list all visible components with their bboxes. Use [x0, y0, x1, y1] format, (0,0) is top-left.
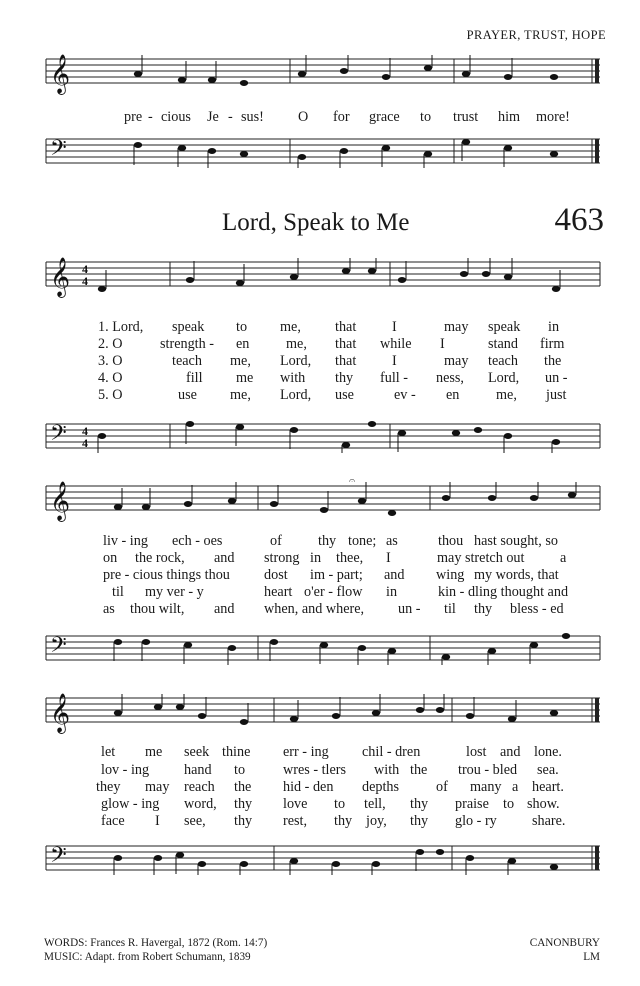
verse-5-word: use [178, 387, 197, 403]
verse-5-word: un - [398, 601, 421, 617]
verse-5-word: en [446, 387, 460, 403]
verse-5-word: thy [334, 813, 353, 829]
verse-2-word: in [310, 550, 322, 566]
verse-2-word: to [234, 762, 246, 778]
verse-1-word: I [392, 319, 397, 335]
svg-text:𝄢: 𝄢 [50, 136, 67, 166]
lyric-syllable: - [228, 109, 233, 125]
verse-5-word: 5. O [98, 387, 123, 403]
lyric-syllable: for [333, 109, 350, 125]
svg-text:𝄢: 𝄢 [50, 633, 67, 663]
tune-meter: LM [583, 951, 600, 963]
verse-3-word: of [436, 779, 448, 795]
verse-2-word: with [374, 762, 400, 778]
verse-2-word: me, [286, 336, 307, 352]
verse-1-word: as [386, 533, 398, 549]
lyric-syllable: him [498, 109, 521, 125]
verse-5-word: bless - ed [510, 601, 564, 617]
verse-1-word: lost [466, 744, 487, 760]
verse-4-word: with [280, 370, 306, 386]
verse-1-word: may [444, 319, 469, 335]
verse-1-word: speak [488, 319, 521, 335]
lyric-syllable: sus! [241, 109, 264, 125]
lyric-syllable: - [148, 109, 153, 125]
verse-3-word: may [444, 353, 469, 369]
lyric-syllable: Je [207, 109, 219, 125]
verse-4-word: fill [186, 370, 203, 386]
verse-4-word: word, [184, 796, 217, 812]
verse-1-word: err - ing [283, 744, 329, 760]
verse-1-word: chil - dren [362, 744, 421, 760]
verse-4-word: thy [335, 370, 354, 386]
verse-5-word: as [103, 601, 115, 617]
svg-text:4: 4 [82, 274, 88, 288]
verse-2-word: firm [540, 336, 565, 352]
verse-1-word: thine [222, 744, 251, 760]
verse-2-word: wres - tlers [283, 762, 347, 778]
verse-3-word: pre - cious things thou [103, 567, 230, 583]
svg-text:𝄞: 𝄞 [50, 481, 71, 521]
verse-5-word: see, [184, 813, 206, 829]
bass-staff-top [46, 135, 600, 168]
verse-5-word: thy [474, 601, 493, 617]
verse-5-word: thou wilt, [130, 601, 185, 617]
verse-1-word: 1. Lord, [98, 319, 144, 335]
treble-staff-system-2 [46, 475, 600, 521]
verse-4-word: un - [545, 370, 568, 386]
lyric-syllable: grace [369, 109, 400, 125]
verse-3-word: depths [362, 779, 400, 795]
verse-2-word: and [214, 550, 235, 566]
bass-staff-system-1 [46, 420, 600, 453]
verse-2-word: strength - [160, 336, 214, 352]
verse-5-word: til [444, 601, 456, 617]
verse-5-word: me, [496, 387, 517, 403]
verse-4-word: love [283, 796, 308, 812]
verse-5-word: face [101, 813, 125, 829]
verse-5-word: I [155, 813, 160, 829]
verse-3-word: may [145, 779, 170, 795]
verse-4-word: heart [264, 584, 293, 600]
verse-5-word: Lord, [280, 387, 312, 403]
lyric-syllable: cious [161, 109, 191, 125]
verse-2-word: strong [264, 550, 300, 566]
lyric-syllable: pre [124, 109, 143, 125]
verse-5-word: thy [234, 813, 253, 829]
verse-1-word: seek [184, 744, 210, 760]
verse-2-word: lov - ing [101, 762, 150, 778]
verse-3-word: reach [184, 779, 215, 795]
verse-3-word: teach [172, 353, 202, 369]
verse-3-word: Lord, [280, 353, 312, 369]
verse-1-word: me [145, 744, 163, 760]
verse-1-word: hast sought, so [474, 533, 558, 549]
verse-4-word: in [386, 584, 398, 600]
svg-text:4: 4 [82, 262, 88, 276]
verse-5-word: ev - [394, 387, 416, 403]
verse-3-word: a [512, 779, 519, 795]
svg-text:𝄢: 𝄢 [50, 843, 67, 873]
verse-1-word: let [101, 744, 116, 760]
svg-text:4: 4 [82, 436, 88, 450]
verse-3-word: heart. [532, 779, 564, 795]
verse-3-word: the [544, 353, 562, 369]
verse-2-word: on [103, 550, 118, 566]
verse-4-word: o'er - flow [304, 584, 363, 600]
svg-text:𝄞: 𝄞 [50, 54, 71, 94]
verse-2-word: while [380, 336, 412, 352]
verse-1-word: that [335, 319, 357, 335]
treble-staff-system-3 [46, 693, 600, 733]
verse-5-word: thy [410, 813, 429, 829]
verse-1-word: liv - ing [103, 533, 148, 549]
verse-2-word: thee, [336, 550, 364, 566]
verse-2-word: en [236, 336, 250, 352]
verse-5-word: glo - ry [455, 813, 497, 829]
verse-3-word: dost [264, 567, 288, 583]
verse-2-word: the rock, [135, 550, 185, 566]
verse-3-word: they [96, 779, 121, 795]
verse-4-word: praise [455, 796, 489, 812]
verse-3-word: wing [436, 567, 465, 583]
verse-3-word: the [234, 779, 252, 795]
verse-1-word: ech - oes [172, 533, 223, 549]
music-credit: MUSIC: Adapt. from Robert Schumann, 1839 [44, 951, 251, 963]
verse-2-word: 2. O [98, 336, 123, 352]
verse-5-word: me, [230, 387, 251, 403]
verse-4-word: full - [380, 370, 408, 386]
lyric-syllable: more! [536, 109, 570, 125]
verse-2-word: hand [184, 762, 212, 778]
verse-2-word: I [386, 550, 391, 566]
hymn-number: 463 [554, 202, 604, 238]
verse-4-word: thy [410, 796, 429, 812]
bass-staff-system-3 [46, 842, 600, 875]
tune-name: CANONBURY [529, 937, 600, 949]
svg-text:𝄢: 𝄢 [50, 421, 67, 451]
verse-1-word: and [500, 744, 521, 760]
verse-4-word: tell, [364, 796, 386, 812]
verse-1-word: speak [172, 319, 205, 335]
svg-text:𝄞: 𝄞 [50, 257, 71, 297]
verse-3-word: my words, that [474, 567, 559, 583]
verse-5-word: joy, [366, 813, 387, 829]
verse-2-word: I [440, 336, 445, 352]
svg-text:𝄞: 𝄞 [50, 693, 71, 733]
verse-1-word: in [548, 319, 560, 335]
verse-2-word: trou - bled [458, 762, 518, 778]
verse-5-word: just [546, 387, 567, 403]
verse-2-word: a [560, 550, 567, 566]
verse-1-word: thy [318, 533, 337, 549]
verse-4-word: glow - ing [101, 796, 160, 812]
verse-3-word: many [470, 779, 502, 795]
hymn-title: Lord, Speak to Me [222, 209, 410, 236]
verse-2-word: stand [488, 336, 518, 352]
treble-staff-system-1 [46, 257, 600, 297]
verse-2-word: the [410, 762, 428, 778]
words-credit: WORDS: Frances R. Havergal, 1872 (Rom. 14:7) [44, 937, 268, 949]
lyric-syllable: to [420, 109, 432, 125]
lyric-syllable: trust [453, 109, 479, 125]
treble-staff-top [46, 54, 600, 94]
verse-4-word: to [334, 796, 346, 812]
verse-4-word: thy [234, 796, 253, 812]
verse-1-word: me, [280, 319, 301, 335]
verse-5-word: when, and where, [264, 601, 365, 617]
lyric-syllable: O [298, 109, 309, 125]
verse-5-word: rest, [283, 813, 308, 829]
verse-3-word: 3. O [98, 353, 123, 369]
verse-5-word: share. [532, 813, 566, 829]
verse-5-word: use [335, 387, 354, 403]
verse-3-word: me, [230, 353, 251, 369]
verse-4-word: show. [527, 796, 560, 812]
verse-1-word: of [270, 533, 282, 549]
svg-text:𝄐: 𝄐 [349, 475, 356, 487]
verse-4-word: to [503, 796, 515, 812]
verse-3-word: that [335, 353, 357, 369]
verse-5-word: and [214, 601, 235, 617]
verse-4-word: me [236, 370, 254, 386]
verse-4-word: my ver - y [145, 584, 204, 600]
verse-1-word: to [236, 319, 248, 335]
verse-3-word: im - part; [310, 567, 363, 583]
verse-3-word: hid - den [283, 779, 334, 795]
verse-1-word: tone; [348, 533, 377, 549]
verse-2-word: that [335, 336, 357, 352]
verse-3-word: and [384, 567, 405, 583]
verse-4-word: til [112, 584, 124, 600]
bass-staff-system-2 [46, 632, 600, 665]
verse-3-word: teach [488, 353, 518, 369]
verse-4-word: 4. O [98, 370, 123, 386]
verse-2-word: may stretch out [437, 550, 525, 566]
verse-1-word: thou [438, 533, 464, 549]
section-heading: PRAYER, TRUST, HOPE [466, 28, 606, 42]
verse-4-word: kin - dling thought and [438, 584, 569, 600]
verse-4-word: Lord, [488, 370, 520, 386]
verse-2-word: sea. [537, 762, 559, 778]
verse-3-word: I [392, 353, 397, 369]
svg-text:4: 4 [82, 424, 88, 438]
verse-4-word: ness, [436, 370, 464, 386]
verse-1-word: lone. [534, 744, 562, 760]
